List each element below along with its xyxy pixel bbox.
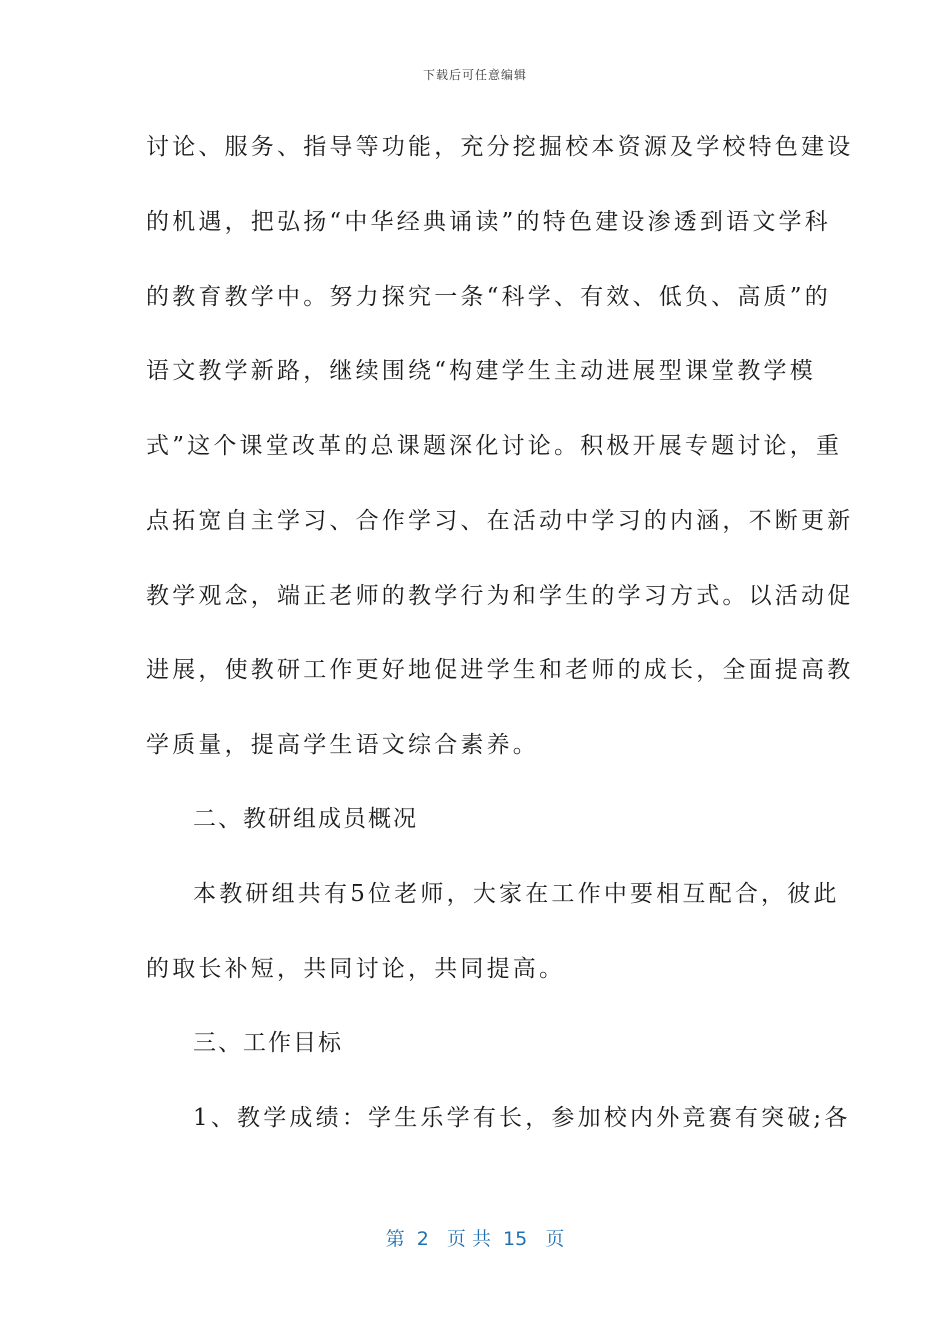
body-line-5: 式”这个课堂改革的总课题深化讨论。积极开展专题讨论，重 [146, 433, 843, 459]
section-heading-goals: 三、工作目标 [193, 1030, 343, 1056]
body-line-12: 的取长补短，共同讨论，共同提高。 [146, 956, 566, 982]
body-line-6: 点拓宽自主学习、合作学习、在活动中学习的内涵，不断更新 [146, 508, 854, 534]
body-line-4: 语文教学新路，继续围绕“构建学生主动进展型课堂教学模 [146, 358, 816, 384]
body-line-3: 的教育教学中。努力探究一条“科学、有效、低负、高质”的 [146, 284, 831, 310]
section-heading-members: 二、教研组成员概况 [193, 806, 418, 832]
body-line-9: 学质量，提高学生语文综合素养。 [146, 732, 539, 758]
page-number-footer: 第 2 页 共 15 页 [385, 1228, 565, 1250]
body-line-11: 本教研组共有5位老师，大家在工作中要相互配合，彼此 [193, 881, 840, 907]
body-line-2: 的机遇，把弘扬“中华经典诵读”的特色建设渗透到语文学科 [146, 209, 831, 235]
body-line-8: 进展，使教研工作更好地促进学生和老师的成长，全面提高教 [146, 657, 854, 683]
body-line-7: 教学观念，端正老师的教学行为和学生的学习方式。以活动促 [146, 583, 854, 609]
body-line-1: 讨论、服务、指导等功能，充分挖掘校本资源及学校特色建设 [146, 134, 854, 160]
body-line-14: 1、教学成绩：学生乐学有长，参加校内外竞赛有突破;各 [193, 1105, 851, 1131]
page-header-watermark: 下载后可任意编辑 [422, 68, 527, 82]
